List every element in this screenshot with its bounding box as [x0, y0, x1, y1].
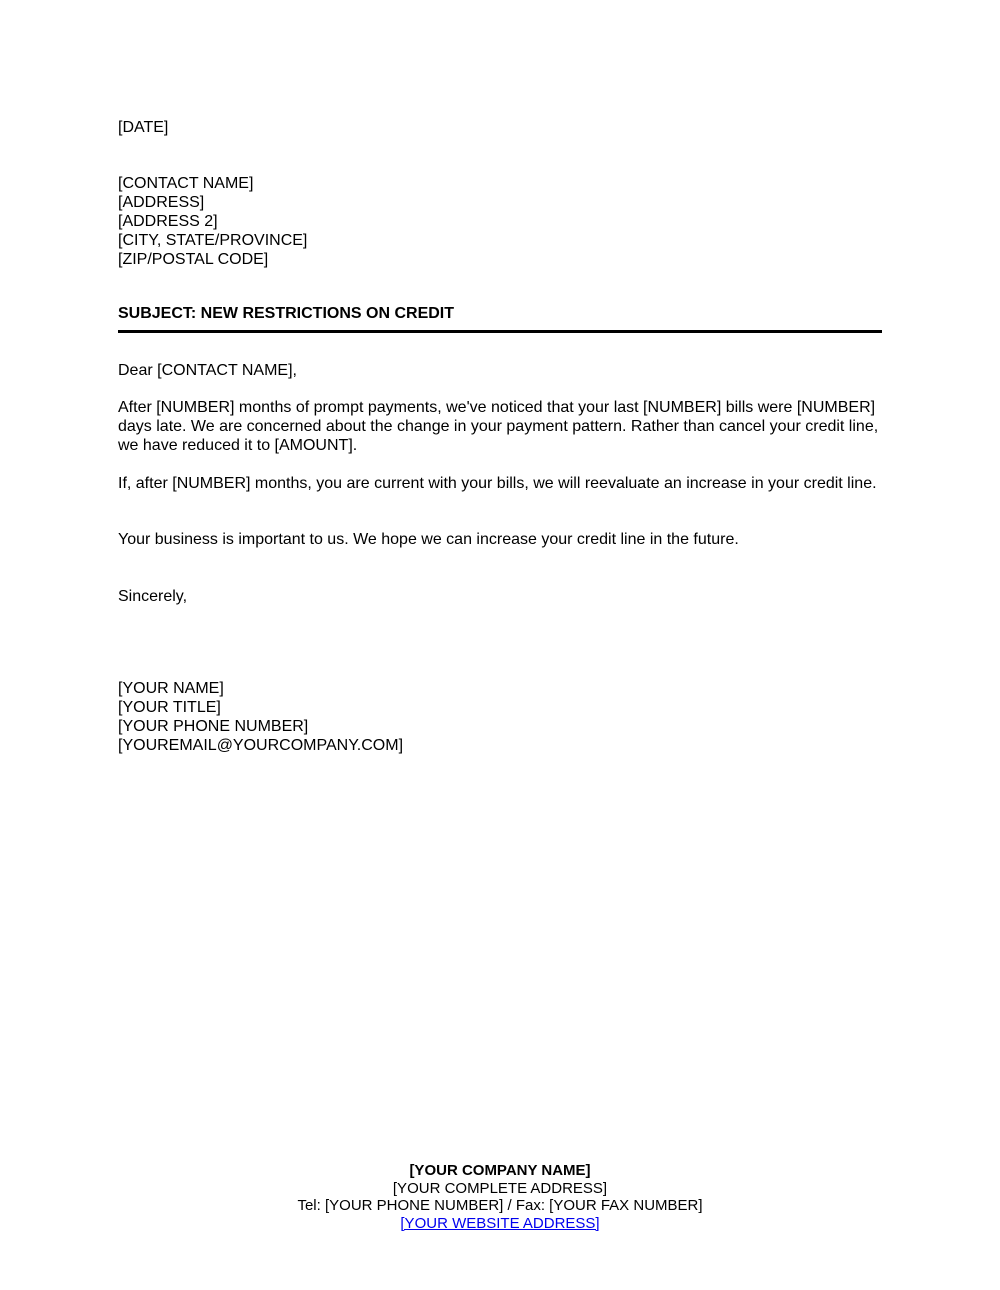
recipient-contact-name: [CONTACT NAME]: [118, 175, 254, 192]
recipient-zip: [ZIP/POSTAL CODE]: [118, 251, 269, 268]
recipient-block: [118, 174, 307, 269]
signature-block: [118, 679, 403, 755]
signature-phone: [YOUR PHONE NUMBER]: [118, 718, 309, 735]
subject-line: SUBJECT: NEW RESTRICTIONS ON CREDIT: [118, 305, 455, 322]
subject-divider: [118, 330, 882, 333]
company-footer: [0, 1162, 1000, 1232]
footer-contact: Tel: [YOUR PHONE NUMBER] / Fax: [YOUR FAX NUMBER]: [297, 1197, 703, 1214]
letter-date: [DATE]: [118, 119, 169, 136]
body-paragraph-1: After [NUMBER] months of prompt payments, we've noticed that your last [NUMBER] bills were [NUMBER] days late. We are concerned about the change in your payment pattern. Rather than cancel your credit line, we have reduced it to [AMOUNT].: [118, 399, 879, 454]
recipient-city-state: [CITY, STATE/PROVINCE]: [118, 232, 308, 249]
signature-title: [YOUR TITLE]: [118, 699, 221, 716]
body-paragraph-2: If, after [NUMBER] months, you are current with your bills, we will reevaluate an increase in your credit line.: [118, 475, 877, 492]
signature-name: [YOUR NAME]: [118, 680, 224, 697]
recipient-address2: [ADDRESS 2]: [118, 213, 218, 230]
body-paragraph-3: Your business is important to us. We hope we can increase your credit line in the future.: [118, 531, 739, 548]
footer-address: [YOUR COMPLETE ADDRESS]: [392, 1179, 608, 1197]
signature-email: [YOUREMAIL@YOURCOMPANY.COM]: [118, 737, 404, 754]
recipient-address: [ADDRESS]: [118, 194, 205, 211]
salutation: Dear [CONTACT NAME],: [118, 362, 297, 379]
footer-company-name: [YOUR COMPANY NAME]: [409, 1162, 591, 1179]
closing: Sincerely,: [118, 588, 188, 605]
footer-website-link[interactable]: [YOUR WEBSITE ADDRESS]: [400, 1214, 600, 1232]
